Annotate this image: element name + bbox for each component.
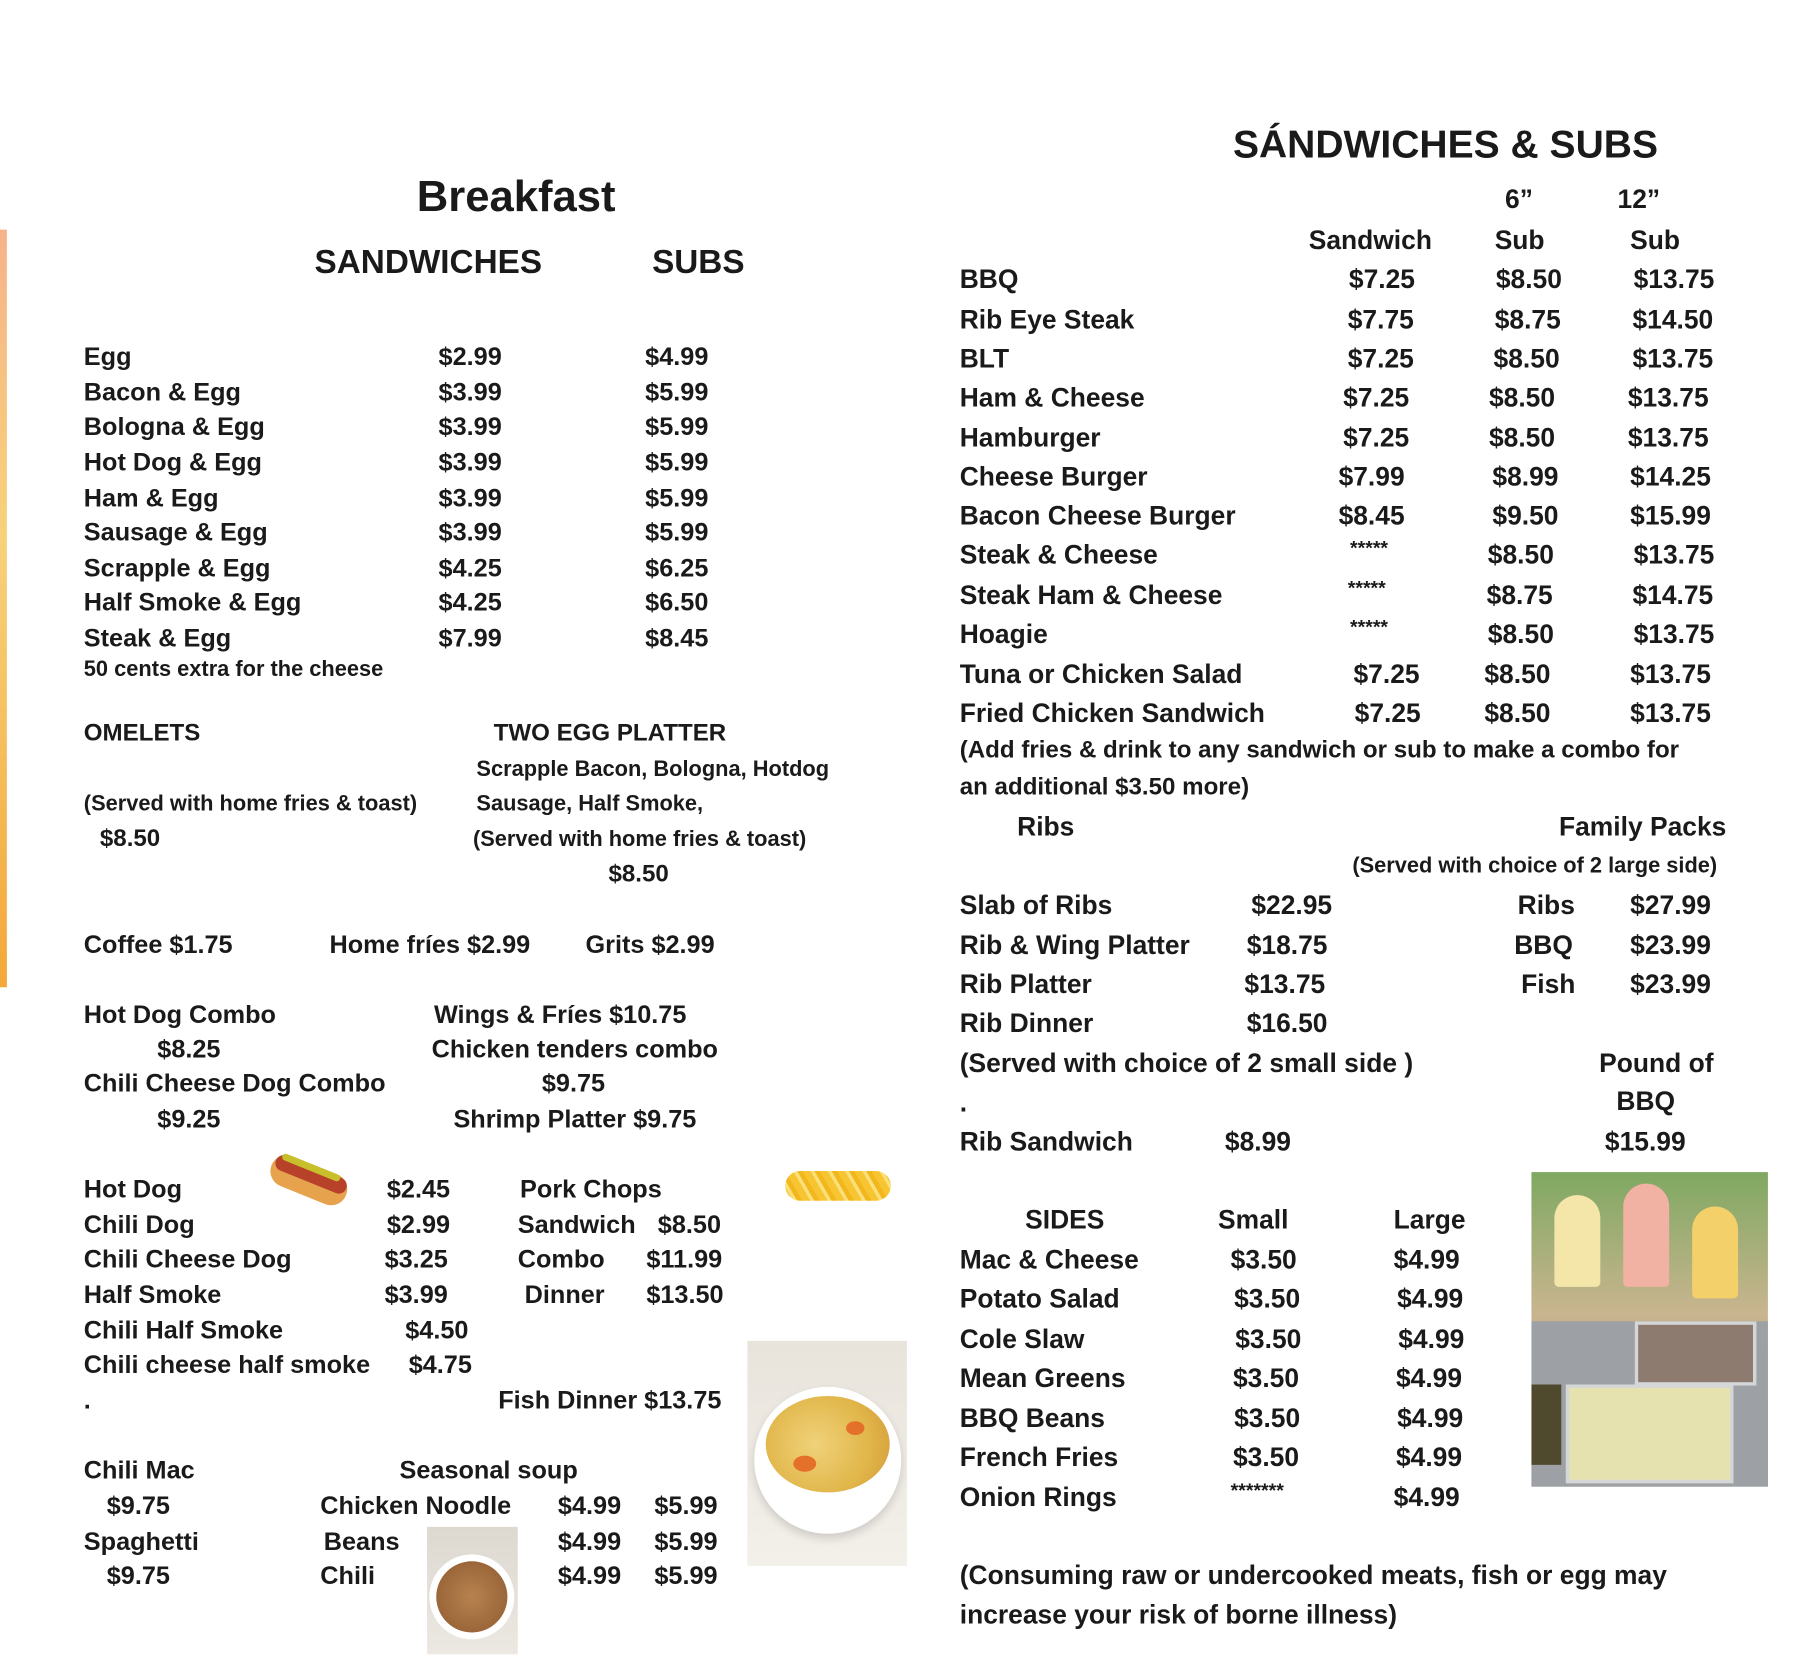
menu-item-name: Rib & Wing Platter — [959, 929, 1190, 960]
stray-dot: . — [83, 1385, 91, 1415]
menu-item-name: Cole Slaw — [959, 1323, 1085, 1354]
french-fries-photo — [778, 1146, 897, 1217]
menu-item-6-sub-price: $8.50 — [1488, 422, 1556, 452]
menu-item-sandwich-price: $7.25 — [1353, 658, 1420, 689]
column-header-small: Small — [1218, 1203, 1289, 1234]
menu-item-name: Chili Mac — [83, 1455, 195, 1485]
menu-item-sandwich-price: $4.25 — [438, 588, 502, 617]
menu-item-small-price: $3.50 — [1234, 1283, 1301, 1313]
menu-item-12-sub-price: $13.75 — [1632, 342, 1714, 373]
menu-item-price: $23.99 — [1630, 968, 1711, 999]
menu-item-12-sub-price: $13.75 — [1633, 618, 1715, 649]
menu-item-6-sub-price: $8.50 — [1493, 342, 1560, 373]
menu-item-price: $13.75 — [1244, 968, 1326, 999]
menu-item-name: Steak Ham & Cheese — [959, 579, 1223, 610]
menu-item-large-price: $4.99 — [1397, 1283, 1464, 1313]
menu-item-name: Mean Greens — [959, 1362, 1126, 1393]
menu-item-price: $18.75 — [1246, 929, 1328, 960]
ice-cream-and-sides-photo — [1531, 1172, 1767, 1487]
pound-of-bbq-price: $15.99 — [1604, 1125, 1686, 1156]
menu-item-large-price: $4.99 — [1393, 1244, 1460, 1274]
menu-item-sandwich-price: $4.25 — [438, 553, 502, 583]
menu-item-name: Chicken tenders combo — [431, 1034, 718, 1064]
menu-item-name: Mac & Cheese — [959, 1244, 1139, 1274]
menu-item-name: Chili Cheese Dog — [83, 1244, 292, 1274]
menu-item-name: Chili — [320, 1561, 376, 1591]
menu-item-sandwich-price: ***** — [1350, 616, 1389, 639]
menu-item-name: BBQ Beans — [959, 1402, 1106, 1433]
two-egg-platter-options: Sausage, Half Smoke, — [476, 792, 704, 817]
menu-item-name: Hamburger — [959, 422, 1101, 452]
menu-item-sandwich-price: $7.75 — [1347, 303, 1414, 334]
menu-item-name: Beans — [323, 1527, 400, 1556]
pound-of-bbq-label: Pound of — [1599, 1047, 1714, 1078]
pork-chops-title: Pork Chops — [520, 1174, 662, 1204]
health-disclaimer: increase your risk of borne illness) — [959, 1598, 1398, 1629]
menu-item-name: BBQ — [1514, 929, 1573, 960]
menu-item-sub-price: $8.45 — [645, 623, 709, 653]
menu-item-name: Ham & Cheese — [959, 381, 1145, 412]
menu-item-name: Chili Half Smoke — [83, 1315, 284, 1345]
menu-item-6-sub-price: $8.50 — [1495, 263, 1562, 294]
menu-item-name: Dinner — [524, 1280, 605, 1309]
combo-note: an additional $3.50 more) — [959, 773, 1250, 800]
menu-item-name: Steak & Egg — [83, 623, 232, 653]
ribs-title: Ribs — [1017, 811, 1075, 842]
menu-item-name: Chili cheese half smoke — [83, 1350, 371, 1380]
menu-item-name: Combo — [517, 1244, 605, 1274]
menu-item-large-price: $5.99 — [654, 1561, 718, 1591]
stray-dot: . — [959, 1086, 968, 1117]
menu-item-sandwich-price: $7.99 — [1338, 461, 1405, 491]
menu-item-sandwich-price: $3.99 — [438, 447, 502, 477]
menu-item-12-sub-price: $13.75 — [1627, 381, 1709, 412]
page-edge-decoration — [0, 230, 7, 988]
menu-item-6-sub-price: $9.50 — [1492, 500, 1559, 530]
column-header-large: Large — [1393, 1203, 1466, 1234]
menu-item-large-price: $4.99 — [1395, 1362, 1463, 1393]
column-header-sandwich: Sandwich — [1308, 224, 1432, 255]
menu-item-6-sub-price: $8.75 — [1486, 579, 1553, 610]
menu-item-name: Fried Chicken Sandwich — [959, 697, 1265, 728]
grits-item: Grits $2.99 — [585, 930, 715, 959]
menu-item-sub-price: $6.25 — [645, 553, 709, 583]
menu-item-name: Chili Dog — [83, 1210, 195, 1239]
menu-item-name: Slab of Ribs — [959, 889, 1113, 920]
menu-item-name: Sausage & Egg — [83, 518, 268, 547]
menu-item-name: Tuna or Chicken Salad — [959, 658, 1243, 689]
menu-item-name: BBQ — [959, 263, 1019, 294]
menu-item-small-price: $3.50 — [1235, 1323, 1302, 1354]
menu-item-price: $9.75 — [106, 1491, 170, 1521]
menu-item-name: Hot Dog Combo — [83, 1000, 276, 1029]
column-header-sandwiches: SANDWICHES — [314, 244, 543, 282]
menu-item-name: Chili Cheese Dog Combo — [83, 1069, 386, 1098]
menu-item-name: Cheese Burger — [959, 461, 1148, 491]
menu-item-12-sub-price: $14.25 — [1630, 461, 1711, 491]
menu-item-name: Bologna & Egg — [83, 412, 265, 442]
menu-item-small-price: $4.99 — [557, 1527, 622, 1556]
menu-item-sandwich-price: $3.99 — [438, 377, 502, 407]
menu-item-name: BLT — [959, 342, 1010, 373]
menu-item-name: Rib Platter — [959, 968, 1092, 999]
menu-item-sandwich-price: $7.25 — [1354, 697, 1421, 728]
family-packs-served-note: (Served with choice of 2 large side) — [1352, 854, 1718, 879]
menu-item-name: Ribs — [1517, 889, 1575, 920]
menu-item-sandwich-price: $7.25 — [1348, 263, 1415, 294]
menu-item-name: Rib Dinner — [959, 1007, 1094, 1038]
menu-item-name: Egg — [83, 342, 132, 372]
menu-item-sandwich-price: ***** — [1347, 577, 1386, 600]
menu-item-price: $4.75 — [408, 1350, 472, 1380]
menu-item-12-sub-price: $14.75 — [1632, 579, 1714, 610]
omelets-price: $8.50 — [99, 825, 161, 852]
menu-item-name: Steak & Cheese — [959, 539, 1158, 570]
menu-item-price: $9.75 — [106, 1561, 170, 1591]
menu-item-small-price: ******* — [1230, 1479, 1284, 1502]
menu-item-name: Chicken Noodle — [320, 1491, 512, 1521]
menu-item-name: Scrapple & Egg — [83, 553, 271, 583]
menu-item-price: $2.45 — [386, 1174, 451, 1204]
menu-item-price: $23.99 — [1630, 929, 1711, 960]
menu-item-sub-price: $5.99 — [645, 518, 709, 547]
sandwiches-subs-title: SÁNDWICHES & SUBS — [1232, 123, 1658, 167]
menu-item-sub-price: $5.99 — [645, 377, 709, 407]
wings-fries-item: Wings & Fríes $10.75 — [433, 1000, 687, 1029]
two-egg-platter-served-note: (Served with home fries & toast) — [472, 827, 807, 852]
menu-item-6-sub-price: $8.50 — [1488, 381, 1556, 412]
menu-item-6-sub-price: $8.75 — [1494, 303, 1561, 334]
menu-item-price: $8.25 — [157, 1034, 221, 1064]
column-header-12-sub: Sub — [1630, 224, 1681, 255]
menu-item-large-price: $4.99 — [1397, 1402, 1464, 1433]
seasonal-soup-title: Seasonal soup — [399, 1455, 578, 1485]
menu-item-price: $16.50 — [1246, 1007, 1328, 1038]
menu-item-sub-price: $5.99 — [645, 483, 709, 513]
omelets-served-note: (Served with home fries & toast) — [83, 792, 418, 817]
menu-item-name: Rib Eye Steak — [959, 303, 1135, 334]
menu-item-12-sub-price: $13.75 — [1633, 539, 1715, 570]
menu-item-sub-price: $6.50 — [645, 588, 709, 617]
menu-item-6-sub-price: $8.99 — [1492, 461, 1559, 491]
menu-item-6-sub-price: $8.50 — [1487, 618, 1554, 649]
two-egg-platter-options: Scrapple Bacon, Bologna, Hotdog — [476, 757, 830, 782]
menu-item-12-sub-price: $15.99 — [1630, 500, 1711, 530]
menu-item-name: Potato Salad — [959, 1283, 1120, 1313]
hot-dog-photo — [264, 1148, 351, 1215]
menu-item-sandwich-price: $2.99 — [438, 342, 502, 372]
menu-item-sub-price: $4.99 — [645, 342, 709, 372]
menu-item-small-price: $3.50 — [1234, 1402, 1301, 1433]
breakfast-title: Breakfast — [416, 173, 616, 222]
menu-item-large-price: $5.99 — [654, 1491, 718, 1521]
menu-item-name: Rib Sandwich — [959, 1125, 1133, 1156]
menu-item-price: $2.99 — [386, 1210, 451, 1239]
menu-item-name: Hot Dog — [83, 1174, 182, 1204]
size-6-inch: 6” — [1505, 183, 1533, 214]
menu-item-name: Hot Dog & Egg — [83, 447, 262, 477]
shrimp-platter-item: Shrimp Platter $9.75 — [453, 1104, 697, 1134]
menu-item-name: Half Smoke — [83, 1280, 222, 1309]
menu-item-price: $8.99 — [1224, 1125, 1291, 1156]
menu-item-12-sub-price: $14.50 — [1632, 303, 1714, 334]
menu-item-sandwich-price: $7.99 — [438, 623, 502, 653]
menu-item-name: Bacon & Egg — [83, 377, 241, 407]
menu-item-small-price: $4.99 — [557, 1561, 622, 1591]
two-egg-platter-price: $8.50 — [608, 860, 669, 888]
size-12-inch: 12” — [1617, 183, 1661, 214]
menu-item-6-sub-price: $8.50 — [1487, 539, 1554, 570]
column-header-subs: SUBS — [652, 244, 745, 282]
menu-item-12-sub-price: $13.75 — [1630, 658, 1711, 689]
menu-item-large-price: $4.99 — [1398, 1323, 1465, 1354]
menu-item-name: Ham & Egg — [83, 483, 219, 513]
menu-item-price: $3.25 — [384, 1244, 448, 1274]
menu-item-price: $9.25 — [157, 1104, 221, 1134]
menu-item-price: $27.99 — [1630, 889, 1711, 920]
menu-item-sub-price: $5.99 — [645, 412, 709, 442]
combo-note: (Add fries & drink to any sandwich or sub to make a combo for — [959, 736, 1680, 764]
menu-item-name: Bacon Cheese Burger — [959, 500, 1236, 530]
menu-item-12-sub-price: $13.75 — [1627, 422, 1709, 452]
menu-item-name: Spaghetti — [83, 1527, 199, 1556]
menu-item-large-price: $4.99 — [1393, 1481, 1460, 1512]
menu-item-large-price: $5.99 — [654, 1527, 718, 1556]
column-header-6-sub: Sub — [1494, 224, 1545, 255]
menu-item-name: Half Smoke & Egg — [83, 588, 302, 617]
menu-item-small-price: $4.99 — [557, 1491, 622, 1521]
home-fries-item: Home fríes $2.99 — [329, 930, 531, 959]
menu-item-price: $13.50 — [646, 1280, 724, 1309]
menu-item-small-price: $3.50 — [1232, 1441, 1300, 1472]
menu-item-sandwich-price: $8.45 — [1338, 500, 1405, 530]
cheese-note: 50 cents extra for the cheese — [83, 657, 384, 682]
menu-item-name: Sandwich — [517, 1210, 636, 1239]
menu-item-price: $11.99 — [646, 1244, 723, 1274]
menu-item-price: $9.75 — [541, 1069, 606, 1098]
menu-item-small-price: $3.50 — [1232, 1362, 1300, 1393]
menu-item-small-price: $3.50 — [1230, 1244, 1297, 1274]
omelets-title: OMELETS — [83, 719, 201, 746]
fish-dinner-item: Fish Dinner $13.75 — [498, 1385, 722, 1415]
menu-item-12-sub-price: $13.75 — [1630, 697, 1711, 728]
menu-item-name: Hoagie — [959, 618, 1048, 649]
two-egg-platter-title: TWO EGG PLATTER — [493, 719, 727, 746]
menu-item-sandwich-price: $7.25 — [1347, 342, 1414, 373]
menu-item-sandwich-price: ***** — [1350, 537, 1389, 560]
chicken-noodle-soup-photo — [747, 1341, 907, 1566]
menu-item-large-price: $4.99 — [1395, 1441, 1463, 1472]
menu-item-sandwich-price: $7.25 — [1343, 422, 1410, 452]
menu-item-6-sub-price: $8.50 — [1484, 697, 1551, 728]
menu-item-name: Onion Rings — [959, 1481, 1117, 1512]
menu-item-sandwich-price: $7.25 — [1343, 381, 1410, 412]
menu-item-price: $3.99 — [384, 1280, 448, 1309]
menu-item-name: French Fries — [959, 1441, 1119, 1472]
pound-of-bbq-label: BBQ — [1616, 1085, 1676, 1116]
menu-item-price: $4.50 — [405, 1315, 469, 1345]
menu-item-sandwich-price: $3.99 — [438, 483, 502, 513]
ribs-served-note: (Served with choice of 2 small side ) — [959, 1047, 1414, 1078]
health-disclaimer: (Consuming raw or undercooked meats, fish or egg may — [959, 1559, 1667, 1590]
menu-item-sandwich-price: $3.99 — [438, 518, 502, 547]
menu-item-12-sub-price: $13.75 — [1633, 263, 1715, 294]
menu-item-price: $22.95 — [1251, 889, 1333, 920]
coffee-item: Coffee $1.75 — [83, 930, 233, 959]
menu-item-6-sub-price: $8.50 — [1484, 658, 1551, 689]
menu-item-name: Fish — [1521, 968, 1576, 999]
menu-item-sub-price: $5.99 — [645, 447, 709, 477]
family-packs-title: Family Packs — [1558, 811, 1727, 842]
menu-item-price: $8.50 — [657, 1210, 722, 1239]
menu-item-sandwich-price: $3.99 — [438, 412, 502, 442]
chili-bowl-photo — [427, 1527, 518, 1654]
sides-title: SIDES — [1025, 1203, 1105, 1234]
